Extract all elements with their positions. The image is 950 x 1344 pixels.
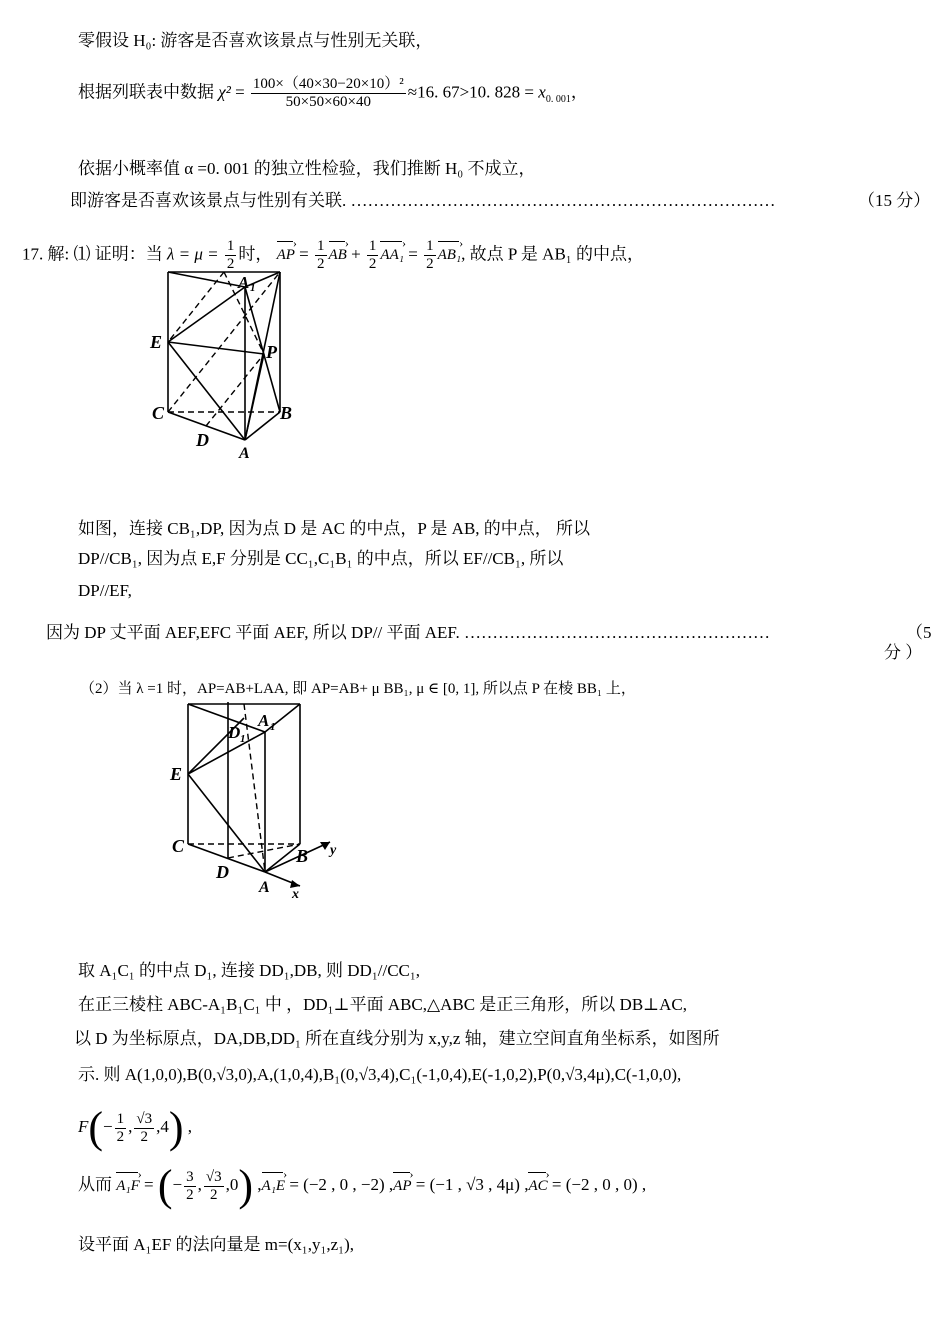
fig2-label-c: C — [172, 836, 185, 856]
problem-17-line: 17. 解: ⑴ 证明：当 λ = μ = $\frac{1}{2}$ 时， AP › = $\frac{1}{2}$ AB › + $\frac{1}{2}$ AA₁ › = $\frac{1}{2}$ AB₁ ›, 故点 P 是 AB₁ 的中点， — [22, 238, 644, 273]
vec-a1e: A₁E › — [262, 1175, 286, 1197]
p17-prefix: 17. 解: ⑴ 证明：当 — [22, 244, 167, 264]
chi-comma: ， — [570, 82, 588, 102]
fig2-label-d: D — [216, 862, 229, 882]
fig1-label-a: A — [239, 445, 250, 462]
frac-1-den: 2 — [317, 256, 325, 272]
fig1-label-c: C — [152, 403, 165, 423]
frac-2-den: 2 — [368, 256, 377, 272]
fig2-label-d1-sub: 1 — [240, 733, 246, 745]
vec-a1f: A₁F › — [116, 1175, 140, 1197]
fig1-label-a1: A — [238, 273, 250, 292]
f-tail: ,4 — [156, 1116, 169, 1136]
x-critical-sub: 0. 001 — [545, 93, 571, 105]
significance-line: 依据小概率值 α =0. 001 的独立性检验，我们推断 H₀ 不成立， — [78, 159, 536, 178]
v-frac-2 — [204, 1169, 224, 1204]
vec-a1e-value: = (−2 , 0 , −2) , — [289, 1174, 394, 1194]
fig2-axis-x: x — [292, 887, 299, 902]
f-frac-2-num: √3 — [136, 1110, 153, 1127]
frac-1-num: 1 — [317, 238, 325, 254]
fig1-label-d: D — [196, 430, 209, 450]
score-5-a: （5 — [906, 623, 932, 642]
fig2-label-d1: D — [228, 723, 241, 742]
fig1-label-p: P — [266, 342, 277, 362]
v-frac-1-den: 2 — [186, 1186, 194, 1203]
shi: 时， — [238, 244, 273, 264]
text-line-6: 在正三棱柱 ABC-A₁B₁C₁ 中 ，DD₁⊥平面 ABC,△ABC 是正三角形，所以 DB⊥AC, — [78, 995, 688, 1014]
vec-ap-2: AP › — [393, 1175, 411, 1197]
vectors-line: 从而 A₁F › = (− $\frac{3}{2}$ , $\frac{√3}{2}$ ,0) ,A₁E › = (−2 , 0 , −2) ,AP › = (−1 , √3 , 4μ) ,AC › = (−2 , 0 , 0) , — [78, 1164, 646, 1210]
chi-denominator: 50×50×60×40 — [285, 94, 372, 110]
vec-ab1: AB₁ › — [438, 244, 462, 266]
fig2-label-a1: A — [258, 711, 270, 730]
fig1-label-e: E — [150, 332, 163, 352]
chi-symbol: χ² — [218, 82, 231, 102]
text-line-8: 示. 则 A(1,0,0),B(0,√3,0),A,(1,0,4),B₁(0,√3,4),C₁(-1,0,4),E(-1,0,2),P(0,√3,4μ),C(-1,0,0), — [78, 1065, 682, 1084]
f-frac-2-den: 2 — [140, 1128, 148, 1145]
chi-numerator: 100×（40×30−20×10）² — [252, 76, 404, 92]
fig1-label-b: B — [280, 403, 293, 423]
prism-figure-1 — [140, 262, 310, 462]
v-frac-2-num: √3 — [205, 1168, 222, 1185]
f-label: F — [78, 1116, 89, 1136]
f-frac-1-den: 2 — [116, 1128, 125, 1145]
text-line-4: 因为 DP 丈平面 AEF,EFC 平面 AEF, 所以 DP// 平面 AEF. ……………………………………………… — [46, 623, 770, 642]
vec-ap: AP › — [277, 244, 295, 266]
chi-prefix: 根据列联表中数据 — [78, 82, 219, 102]
hypothesis-line: 零假设 H₀: 游客是否喜欢该景点与性别无关联， — [78, 31, 433, 50]
score-5-b: 分 ） — [884, 643, 923, 662]
fig2-label-a: A — [259, 879, 270, 896]
fig1-label-a1-sub: 1 — [250, 282, 256, 294]
v-frac-2-den: 2 — [210, 1186, 218, 1203]
vectors-prefix: 从而 — [78, 1174, 117, 1194]
text-line-5: 取 A₁C₁ 的中点 D₁, 连接 DD₁,DB, 则 DD₁//CC₁, — [78, 961, 421, 980]
f-frac-1 — [115, 1111, 127, 1146]
prism-figure-2 — [160, 694, 360, 904]
p17-suffix: , 故点 P 是 AB₁ 的中点， — [461, 244, 644, 264]
chi-tail: ≈16. 67>10. 828 = — [407, 82, 539, 102]
frac-3-num: 1 — [426, 238, 434, 254]
v-frac-1 — [184, 1169, 196, 1204]
frac-3 — [424, 238, 436, 273]
text-line-2: DP//CB₁, 因为点 E,F 分别是 CC₁,C₁B₁ 的中点，所以 EF//CB₁, 所以 — [78, 549, 564, 568]
text-line-3: DP//EF, — [78, 581, 132, 600]
point-f-line: F(− $\frac{1}{2}$ , $\frac{√3}{2}$ ,4) , — [78, 1103, 193, 1152]
vec-ac: AC › — [528, 1175, 547, 1197]
fig2-axis-y: y — [330, 843, 337, 858]
vec-ab: AB › — [329, 244, 347, 266]
v-frac-1-num: 3 — [186, 1168, 194, 1185]
vec-ap-value: = (−1 , √3 , 4μ) , — [415, 1174, 529, 1194]
f-frac-2 — [134, 1111, 154, 1146]
frac-3-den: 2 — [426, 256, 434, 272]
half-num: 1 — [226, 238, 235, 254]
conclusion-line: 即游客是否喜欢该景点与性别有关联. ………………………………………………………………… — [70, 191, 776, 210]
frac-2 — [367, 238, 379, 273]
fig2-label-e: E — [170, 764, 183, 784]
text-line-7: 以 D 为坐标原点，DA,DB,DD₁ 所在直线分别为 x,y,z 轴，建立空间直角坐标系，如图所 — [74, 1029, 720, 1048]
frac-1 — [315, 238, 327, 273]
fig2-label-b: B — [296, 846, 309, 866]
text-line-last: 设平面 A₁EF 的法向量是 m=(x₁,y₁,z₁), — [78, 1235, 355, 1254]
f-frac-1-num: 1 — [116, 1110, 125, 1127]
chi-square-line: 根据列联表中数据 χ² = $\frac{\text{100×（40×30−20×10）²}}{50\times 50\times 60\times 40}$ ≈16. 67>10. $828 = x_{0. 001}$， — [78, 76, 588, 110]
text-line-1: 如图，连接 CB₁,DP, 因为点 D 是 AC 的中点，P 是 AB, 的中点， 所以 — [78, 519, 591, 538]
half-den: 2 — [226, 256, 235, 272]
part-2-line: （2）当 λ =1 时，AP=AB+LAA, 即 AP=AB+ μ BB₁, μ ∈ [0, 1], 所以点 P 在棱 BB₁ 上， — [80, 681, 636, 697]
score-15: （15 分） — [858, 191, 931, 210]
frac-2-num: 1 — [368, 238, 377, 254]
vec-aa1: AA₁ › — [380, 244, 404, 266]
x-critical: x — [538, 82, 546, 102]
vec-ac-value: = (−2 , 0 , 0) , — [551, 1174, 647, 1194]
chi-fraction — [251, 76, 406, 111]
lambda-mu: λ = μ = — [166, 244, 223, 264]
fig2-label-a1-sub: 1 — [270, 721, 276, 733]
